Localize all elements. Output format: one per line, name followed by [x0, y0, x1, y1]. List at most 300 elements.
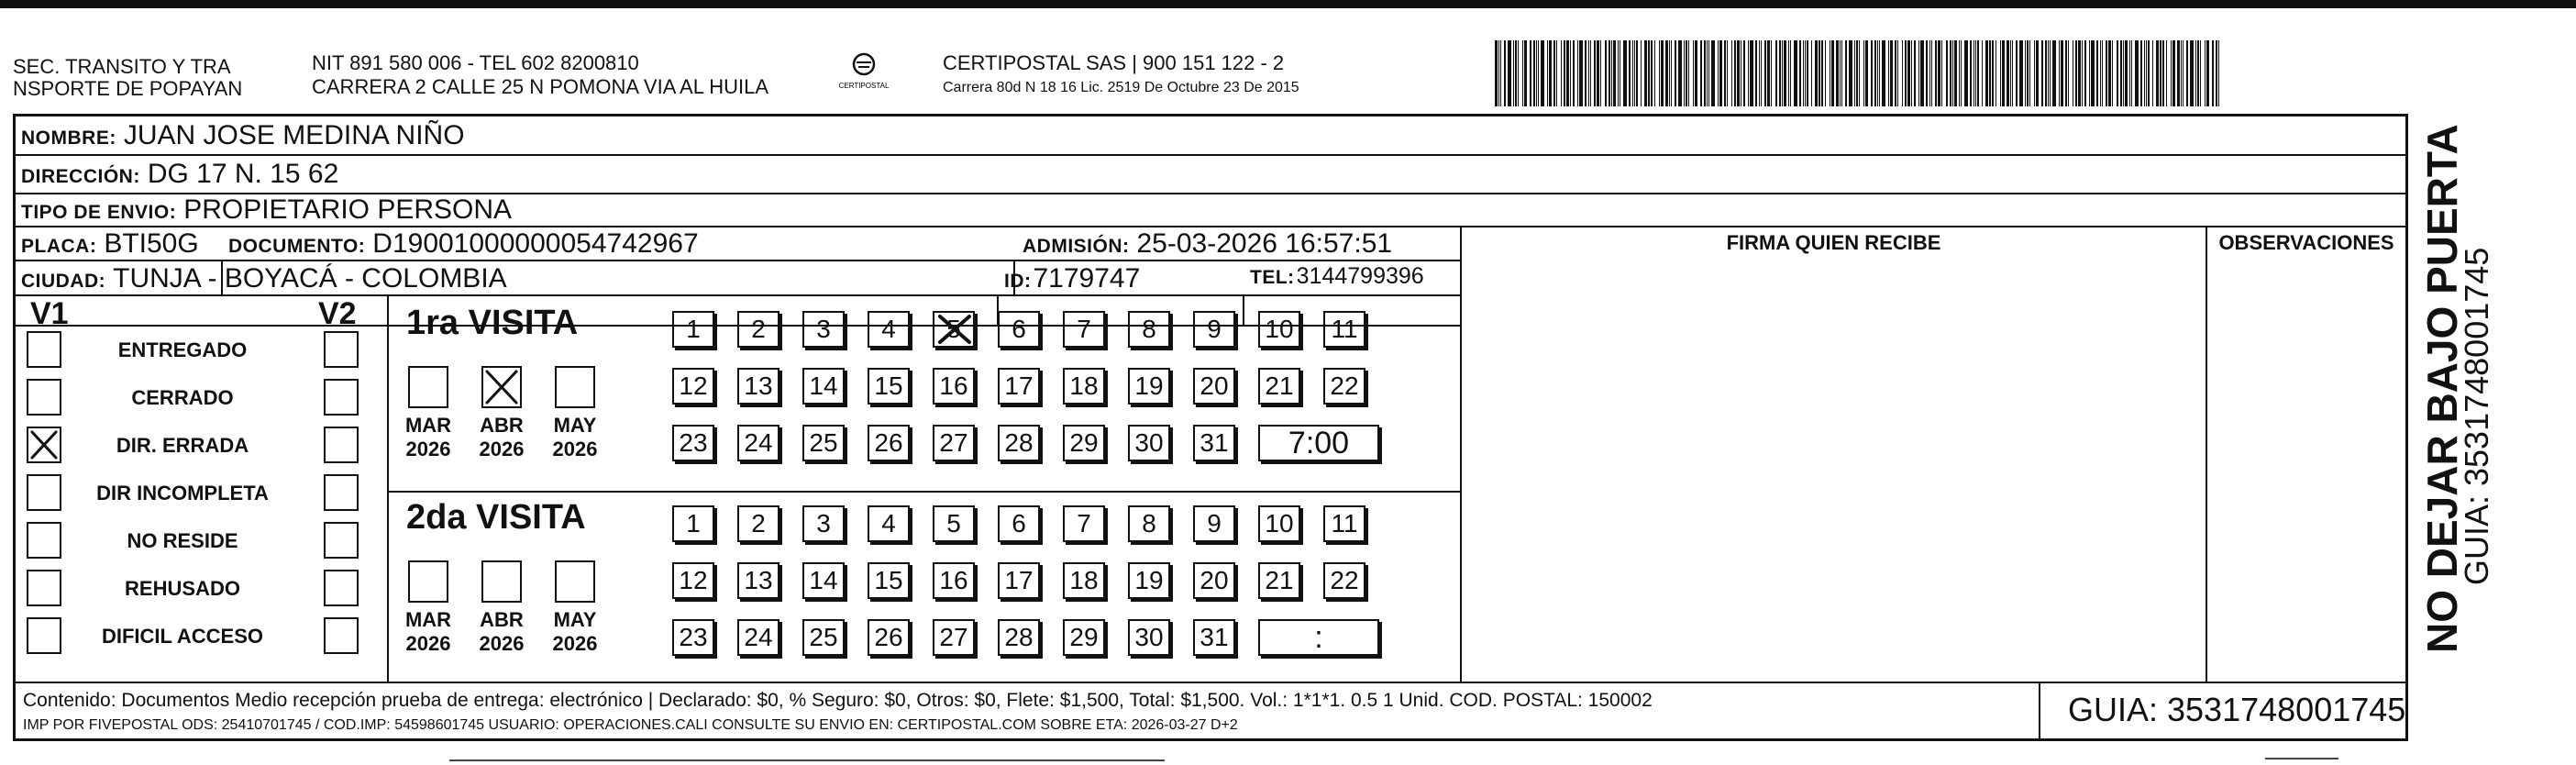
visit2-day-number: 29 — [1069, 623, 1099, 651]
barcode-bar — [1549, 40, 1552, 106]
visit2-day-number: 9 — [1207, 509, 1222, 538]
barcode-bar — [1973, 40, 1974, 106]
barcode-bar — [2096, 40, 2098, 106]
barcode-bar — [1807, 40, 1808, 106]
visit2-day-number: 15 — [874, 566, 903, 594]
visit1-day-box[interactable] — [1063, 425, 1105, 461]
barcode-bar — [1920, 40, 1924, 106]
barcode-bar — [1750, 40, 1753, 106]
barcode-bar — [1727, 40, 1728, 106]
barcode-bar — [1588, 40, 1589, 106]
visit1-day-box[interactable] — [802, 425, 845, 461]
nombre-field — [21, 120, 465, 151]
barcode-bar — [1863, 40, 1864, 106]
barcode-bar — [1547, 40, 1548, 106]
visit2-month-name: MAY — [553, 608, 597, 631]
visit2-day-box[interactable] — [1323, 562, 1365, 599]
visit2-day-number: 20 — [1200, 566, 1229, 594]
visit1-day-number: 8 — [1142, 315, 1156, 343]
visit2-day-box[interactable] — [933, 505, 975, 542]
visit1-day-box[interactable] — [1193, 311, 1235, 348]
barcode-bar — [2200, 40, 2201, 106]
tel-value: 3144799396 — [1296, 263, 1424, 289]
v2-checkbox[interactable] — [324, 331, 359, 368]
barcode-bar — [2129, 40, 2130, 106]
barcode-bar — [2140, 40, 2142, 106]
v1-checkbox[interactable] — [27, 617, 61, 654]
visit2-day-box[interactable] — [672, 562, 714, 599]
tel-field — [1250, 263, 1424, 290]
barcode-bar — [2146, 40, 2147, 106]
v1-header: V1 — [30, 296, 69, 331]
barcode-bar — [1564, 40, 1565, 106]
barcode-bar — [2027, 40, 2029, 106]
barcode-bar — [1989, 40, 1991, 106]
visit1-day-box[interactable] — [1193, 425, 1235, 461]
barcode-bar — [1515, 40, 1517, 106]
barcode-bar — [1755, 40, 1757, 106]
id-field — [1004, 263, 1140, 294]
barcode-bar — [2052, 40, 2056, 106]
visit1-day-box[interactable] — [868, 425, 910, 461]
address-line: CARRERA 2 CALLE 25 N POMONA VIA AL HUILA — [312, 75, 769, 98]
visit1-day-box[interactable] — [868, 311, 910, 348]
visit2-day-number: 21 — [1265, 566, 1294, 594]
barcode-bar — [2177, 40, 2180, 106]
barcode-bar — [1788, 40, 1789, 106]
visit1-day-box[interactable] — [998, 368, 1040, 405]
barcode-bar — [2108, 40, 2111, 106]
visit1-day-number: 4 — [881, 315, 896, 343]
observaciones-header: OBSERVACIONES — [2218, 231, 2394, 254]
barcode-bar — [2000, 40, 2001, 106]
barcode-bar — [1890, 40, 1893, 106]
visit2-day-box[interactable] — [998, 619, 1040, 656]
visit2-day-box[interactable] — [802, 619, 845, 656]
visit2-day-box[interactable] — [868, 562, 910, 599]
status-column-edge — [387, 294, 389, 682]
visit2-day-number: 11 — [1331, 509, 1358, 538]
visit1-day-number: 31 — [1200, 428, 1229, 457]
barcode-bar — [1895, 40, 1896, 106]
v1-checkbox[interactable] — [27, 522, 61, 559]
barcode-bar — [1775, 40, 1777, 106]
placa-field — [21, 228, 199, 260]
visit2-day-box[interactable] — [933, 562, 975, 599]
barcode-bar — [1688, 40, 1689, 106]
barcode-bar — [1935, 40, 1937, 106]
visit2-day-box[interactable] — [672, 505, 714, 542]
visit1-day-box[interactable] — [933, 368, 975, 405]
barcode-bar — [2059, 40, 2060, 106]
visit1-day-box[interactable] — [802, 311, 845, 348]
visit1-day-number: 29 — [1069, 428, 1099, 457]
barcode-bar — [1982, 40, 1983, 106]
visit1-month-checkbox[interactable] — [555, 366, 595, 408]
barcode-bar — [1498, 40, 1499, 106]
barcode-bar — [1524, 40, 1527, 106]
visit1-day-box[interactable] — [737, 368, 779, 405]
check-mark-icon — [483, 368, 520, 406]
visit1-day-box[interactable] — [998, 425, 1040, 461]
barcode-bar — [2197, 40, 2199, 106]
visit2-day-box[interactable] — [998, 505, 1040, 542]
barcode-bar — [1708, 40, 1709, 106]
visit1-day-number: 11 — [1331, 315, 1358, 343]
barcode-bar — [2216, 40, 2217, 106]
visit1-day-box[interactable] — [737, 425, 779, 461]
barcode-bar — [2195, 40, 2196, 106]
visit2-day-box[interactable] — [1323, 505, 1365, 542]
tel-label: TEL: — [1250, 267, 1295, 288]
barcode-bar — [1707, 40, 1708, 106]
barcode-bar — [1671, 40, 1672, 106]
barcode-bar — [1992, 40, 1994, 106]
visit2-day-box[interactable] — [868, 505, 910, 542]
visit2-month-checkbox[interactable] — [408, 560, 448, 603]
visit1-day-box[interactable] — [1193, 368, 1235, 405]
barcode-bar — [2106, 40, 2107, 106]
visit1-day-box[interactable] — [1128, 425, 1170, 461]
barcode-bar — [1704, 40, 1706, 106]
visit1-month-label — [543, 414, 607, 461]
visit1-day-number: 7 — [1077, 315, 1091, 343]
barcode-bar — [1659, 40, 1660, 106]
visit2-day-box[interactable] — [737, 505, 779, 542]
visit2-day-box[interactable] — [868, 619, 910, 656]
status-label: CERRADO — [131, 386, 234, 409]
barcode-bar — [2045, 40, 2047, 106]
v2-checkbox[interactable] — [324, 522, 359, 559]
visit1-day-box[interactable] — [868, 368, 910, 405]
visit1-day-box[interactable] — [933, 425, 975, 461]
id-label: ID: — [1004, 271, 1032, 292]
visit1-month-year: 2026 — [405, 438, 451, 460]
visit2-day-box[interactable] — [1128, 505, 1170, 542]
visit2-month-label — [396, 608, 460, 656]
visit1-month-checkbox[interactable] — [481, 366, 522, 408]
v2-checkbox[interactable] — [324, 570, 359, 606]
observaciones-column-edge — [2206, 226, 2207, 682]
barcode-bar — [1764, 40, 1766, 106]
visit2-day-box[interactable] — [737, 619, 779, 656]
tipo-label: TIPO DE ENVIO: — [21, 202, 177, 223]
footer-imp: IMP POR FIVEPOSTAL ODS: 25410701745 / COD.IMP: 54598601745 USUARIO: OPERACIONES.CALI CONSULTE SU ENVIO EN: CERTIPOSTAL.COM SOBRE ETA: 2026-03-27 D+2 — [23, 717, 1238, 733]
sender-line-1: SEC. TRANSITO Y TRA — [13, 55, 231, 78]
visit2-month-label — [470, 608, 534, 656]
v2-checkbox[interactable] — [324, 474, 359, 511]
visit1-day-box[interactable] — [1128, 368, 1170, 405]
placa-value: BTI50G — [104, 228, 199, 259]
visit1-time-field[interactable]: 7:00 — [1258, 425, 1379, 461]
barcode-bar — [1854, 40, 1855, 106]
barcode-bar — [1518, 40, 1519, 106]
status-label: DIR. ERRADA — [116, 434, 249, 457]
visit1-day-box[interactable] — [1063, 368, 1105, 405]
v2-checkbox[interactable] — [324, 617, 359, 654]
barcode-bar — [1570, 40, 1571, 106]
visit2-month-checkbox[interactable] — [481, 560, 522, 603]
barcode-bar — [1522, 40, 1523, 106]
visit2-day-box[interactable] — [1063, 619, 1105, 656]
barcode-bar — [1767, 40, 1770, 106]
visit1-day-number: 27 — [939, 428, 968, 457]
visit2-day-box[interactable] — [1128, 562, 1170, 599]
visit2-day-number: 19 — [1134, 566, 1164, 594]
barcode-bar — [1684, 40, 1685, 106]
visit2-day-box[interactable] — [933, 619, 975, 656]
visit2-day-box[interactable] — [1128, 619, 1170, 656]
barcode-bar — [2084, 40, 2086, 106]
barcode-bar — [1711, 40, 1715, 106]
barcode-bar — [1605, 40, 1607, 106]
row-divider — [16, 226, 2405, 227]
barcode-bar — [2181, 40, 2182, 106]
check-mark-icon — [28, 428, 60, 461]
visit1-day-box[interactable] — [1258, 368, 1300, 405]
visit2-day-box[interactable] — [802, 505, 845, 542]
barcode-bar — [1634, 40, 1635, 106]
barcode-bar — [1731, 40, 1732, 106]
visit1-title: 1ra VISITA — [406, 304, 579, 342]
logo-text: CERTIPOSTAL — [838, 82, 890, 90]
barcode-bar — [2186, 40, 2188, 106]
visit2-day-box[interactable] — [1258, 562, 1300, 599]
barcode-bar — [1556, 40, 1557, 106]
visit1-day-number: 14 — [809, 371, 838, 400]
barcode-bar — [1784, 40, 1786, 106]
tipo-value: PROPIETARIO PERSONA — [183, 194, 513, 225]
visit1-day-number: 20 — [1200, 371, 1229, 400]
barcode-bar — [1734, 40, 1736, 106]
barcode-bar — [1636, 40, 1638, 106]
ciudad-label: CIUDAD: — [21, 271, 106, 292]
barcode-bar — [2152, 40, 2153, 106]
barcode-bar — [1678, 40, 1682, 106]
barcode-bar — [2205, 40, 2206, 106]
barcode-bar — [2082, 40, 2083, 106]
visit2-day-number: 28 — [1004, 623, 1034, 651]
visit2-day-number: 5 — [946, 509, 961, 538]
barcode-bar — [1724, 40, 1726, 106]
visit1-day-number: 30 — [1134, 428, 1164, 457]
status-label: REHUSADO — [125, 577, 240, 600]
barcode-bar — [1952, 40, 1953, 106]
barcode-bar — [1597, 40, 1599, 106]
visit2-day-box[interactable] — [1193, 619, 1235, 656]
visit2-day-box[interactable] — [1063, 505, 1105, 542]
visit2-day-number: 4 — [881, 509, 896, 538]
barcode-bar — [1825, 40, 1826, 106]
barcode-bar — [1651, 40, 1653, 106]
barcode-bar — [2010, 40, 2011, 106]
visit2-day-number: 18 — [1069, 566, 1099, 594]
visit1-day-number: 2 — [751, 315, 766, 343]
barcode-bar — [1609, 40, 1610, 106]
top-edge-bar — [0, 0, 2576, 8]
barcode-bar — [2002, 40, 2005, 106]
barcode-bar — [2061, 40, 2063, 106]
visit1-day-box[interactable] — [737, 311, 779, 348]
visit2-day-number: 6 — [1012, 509, 1026, 538]
visit2-day-number: 12 — [679, 566, 708, 594]
visit1-month-name: MAR — [404, 414, 452, 437]
barcode-bar — [1632, 40, 1633, 106]
barcode-bar — [1888, 40, 1889, 106]
visit1-day-number: 6 — [1012, 315, 1026, 343]
visit2-day-number: 14 — [809, 566, 838, 594]
barcode-bar — [2117, 40, 2118, 106]
visit1-day-box[interactable] — [1323, 311, 1365, 348]
visit2-day-box[interactable] — [672, 619, 714, 656]
barcode-bar — [1840, 40, 1841, 106]
visit1-day-box[interactable] — [1063, 311, 1105, 348]
visit2-day-number: 13 — [744, 566, 773, 594]
visit2-day-box[interactable] — [1063, 562, 1105, 599]
v1-checkbox[interactable] — [27, 427, 61, 463]
barcode-bar — [2034, 40, 2035, 106]
barcode-bar — [2120, 40, 2122, 106]
visit1-day-box[interactable] — [672, 425, 714, 461]
barcode-bar — [1536, 40, 1537, 106]
row-divider — [16, 154, 2405, 156]
documento-field — [228, 228, 699, 260]
visit1-month-year: 2026 — [479, 438, 525, 460]
barcode-bar — [1743, 40, 1745, 106]
visit1-day-number: 21 — [1265, 371, 1294, 400]
barcode-bar — [1794, 40, 1797, 106]
barcode-bar — [1530, 40, 1531, 106]
visit1-day-number: 22 — [1330, 371, 1359, 400]
barcode-bar — [2206, 40, 2209, 106]
barcode-bar — [2144, 40, 2145, 106]
barcode-bar — [1836, 40, 1839, 106]
visit2-day-number: 7 — [1077, 509, 1091, 538]
barcode-bar — [1661, 40, 1664, 106]
admision-value: 25-03-2026 16:57:51 — [1136, 228, 1393, 259]
barcode-bar — [2156, 40, 2159, 106]
barcode-bar — [1845, 40, 1847, 106]
visit1-day-number: 25 — [809, 428, 838, 457]
visit1-day-box[interactable] — [1128, 311, 1170, 348]
visit2-month-name: ABR — [480, 608, 524, 631]
barcode-bar — [1803, 40, 1804, 106]
barcode-bar — [1623, 40, 1627, 106]
barcode-bar — [1585, 40, 1587, 106]
visit1-day-box[interactable] — [672, 368, 714, 405]
barcode-bar — [2091, 40, 2095, 106]
visit2-day-number: 16 — [939, 566, 968, 594]
visit1-day-box[interactable] — [998, 311, 1040, 348]
visit2-day-number: 27 — [939, 623, 968, 651]
visit1-day-number: 13 — [744, 371, 773, 400]
barcode-bar — [1648, 40, 1650, 106]
v1-checkbox[interactable] — [27, 474, 61, 511]
barcode-bar — [2160, 40, 2161, 106]
nombre-label: NOMBRE: — [21, 128, 116, 149]
visit-divider — [387, 491, 1460, 493]
id-value: 7179747 — [1033, 263, 1141, 294]
barcode-bar — [1700, 40, 1702, 106]
visit2-day-number: 2 — [751, 509, 766, 538]
barcode-bar — [1504, 40, 1506, 106]
visit1-day-box[interactable] — [933, 311, 975, 348]
barcode-bar — [2012, 40, 2013, 106]
visit2-day-number: 1 — [686, 509, 701, 538]
visit2-day-box[interactable] — [1193, 505, 1235, 542]
barcode-bar — [1805, 40, 1806, 106]
visit2-time-field[interactable]: : — [1258, 619, 1379, 656]
visit2-day-number: 22 — [1330, 566, 1359, 594]
barcode-bar — [1977, 40, 1979, 106]
visit1-day-number: 19 — [1134, 371, 1164, 400]
barcode-bar — [1879, 40, 1880, 106]
visit2-day-box[interactable] — [1258, 505, 1300, 542]
documento-value: D19001000000054742967 — [372, 228, 699, 259]
tipo-field — [21, 194, 512, 226]
footer-contenido: Contenido: Documentos Medio recepción prueba de entrega: electrónico | Declarado: $0, % Seguro: $0, Otros: $0, Flete: $1,500, Total: $1,500. Vol.: 1*1*1. 0.5 1 Unid. COD. POSTAL: 150002 — [23, 690, 1653, 711]
barcode-bar — [2166, 40, 2167, 106]
license-line: Carrera 80d N 18 16 Lic. 2519 De Octubre 23 De 2015 — [943, 80, 1299, 95]
barcode-bar — [1495, 40, 1498, 106]
visit2-month-year: 2026 — [405, 632, 451, 655]
visit1-day-box[interactable] — [1323, 368, 1365, 405]
visit2-day-box[interactable] — [737, 562, 779, 599]
visit2-day-number: 10 — [1265, 509, 1294, 538]
barcode-bar — [1590, 40, 1591, 106]
v2-checkbox[interactable] — [324, 379, 359, 416]
barcode-bar — [1871, 40, 1873, 106]
barcode-bar — [1629, 40, 1631, 106]
visit1-day-box[interactable] — [1258, 311, 1300, 348]
barcode-bar — [1902, 40, 1903, 106]
visit1-day-number: 16 — [939, 371, 968, 400]
barcode-bar — [1500, 40, 1501, 106]
barcode-bar — [1669, 40, 1670, 106]
v1-checkbox[interactable] — [27, 570, 61, 606]
barcode-bar — [1914, 40, 1916, 106]
barcode-bar — [1959, 40, 1960, 106]
barcode-bar — [1970, 40, 1972, 106]
barcode-bar — [2089, 40, 2090, 106]
v1-checkbox[interactable] — [27, 331, 61, 368]
visit1-day-box[interactable] — [802, 368, 845, 405]
visit1-day-box[interactable] — [672, 311, 714, 348]
visit2-day-number: 8 — [1142, 509, 1156, 538]
barcode-bar — [1811, 40, 1812, 106]
visit2-day-box[interactable] — [998, 562, 1040, 599]
v2-checkbox[interactable] — [324, 427, 359, 463]
visit2-day-number: 17 — [1004, 566, 1034, 594]
form-frame — [13, 114, 2408, 741]
barcode-bar — [2162, 40, 2164, 106]
barcode-bar — [1693, 40, 1694, 106]
visit2-day-box[interactable] — [1193, 562, 1235, 599]
visit2-day-box[interactable] — [802, 562, 845, 599]
barcode-bar — [1508, 40, 1511, 106]
v1-checkbox[interactable] — [27, 379, 61, 416]
barcode-bar — [2016, 40, 2018, 106]
visit1-month-checkbox[interactable] — [408, 366, 448, 408]
firma-header: FIRMA QUIEN RECIBE — [1726, 231, 1941, 254]
visit2-day-number: 24 — [744, 623, 773, 651]
admision-field — [1023, 228, 1392, 260]
barcode-bar — [2078, 40, 2081, 106]
visit2-month-checkbox[interactable] — [555, 560, 595, 603]
certipostal-logo — [836, 50, 891, 95]
barcode-bar — [2212, 40, 2214, 106]
visit2-day-number: 3 — [816, 509, 831, 538]
